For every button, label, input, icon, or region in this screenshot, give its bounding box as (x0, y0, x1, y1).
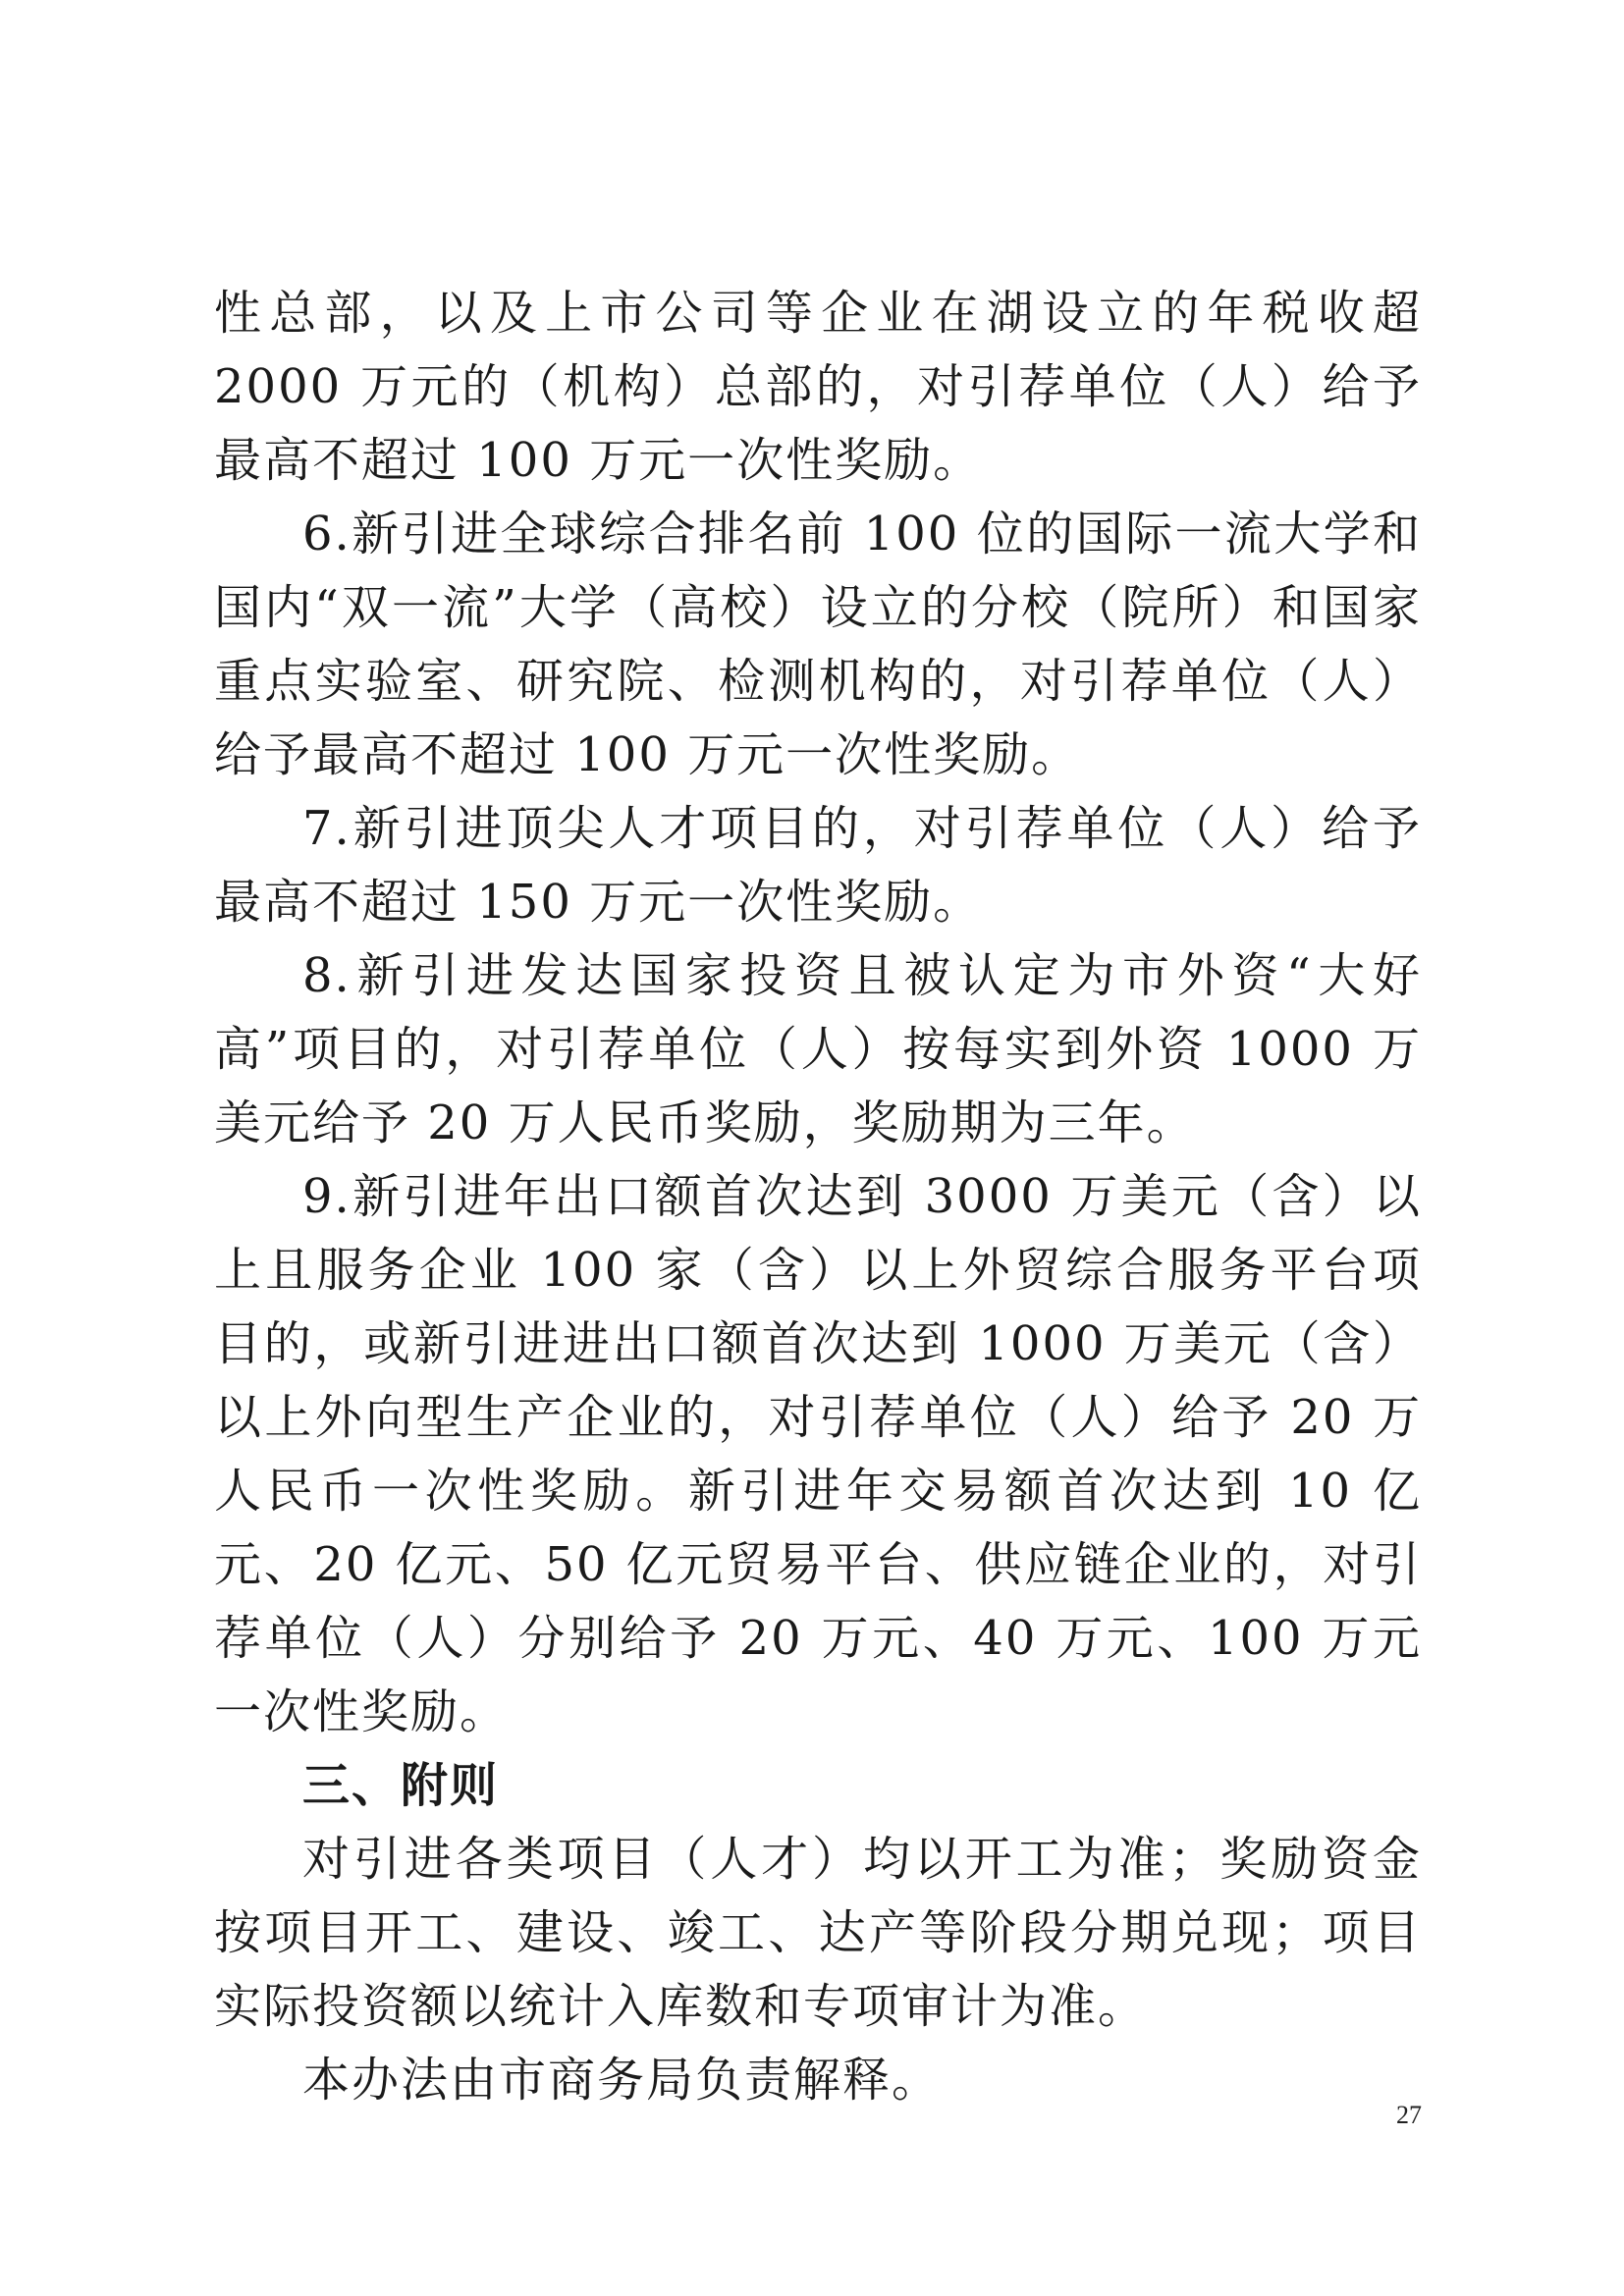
paragraph-appendix-rules: 对引进各类项目（人才）均以开工为准；奖励资金按项目开工、建设、竣工、达产等阶段分期兑现；项目实际投资额以统计入库数和专项审计为准。 (214, 1832, 1422, 2034)
paragraph-continuation: 性总部，以及上市公司等企业在湖设立的年税收超 2000 万元的（机构）总部的，对引荐单位（人）给予最高不超过 100 万元一次性奖励。 (214, 286, 1422, 488)
paragraph-item-6: 6.新引进全球综合排名前 100 位的国际一流大学和国内“双一流”大学（高校）设立的分校（院所）和国家重点实验室、研究院、检测机构的，对引荐单位（人）给予最高不超过 100 万元一次性奖励。 (214, 507, 1422, 782)
paragraph-item-8: 8.新引进发达国家投资且被认定为市外资“大好高”项目的，对引荐单位（人）按每实到外资 1000 万美元给予 20 万人民币奖励，奖励期为三年。 (214, 948, 1422, 1150)
paragraph-interpretation: 本办法由市商务局负责解释。 (302, 2053, 942, 2108)
paragraph-item-7: 7.新引进顶尖人才项目的，对引荐单位（人）给予最高不超过 150 万元一次性奖励。 (214, 801, 1422, 930)
section-heading-appendix: 三、附则 (302, 1758, 500, 1813)
body-text (214, 277, 1422, 2117)
page-number: 27 (1396, 2101, 1422, 2129)
paragraph-item-9: 9.新引进年出口额首次达到 3000 万美元（含）以上且服务企业 100 家（含）以上外贸综合服务平台项目的，或新引进进出口额首次达到 1000 万美元（含）以上外向型生产企业的，对引荐单位（人）给予 20 万人民币一次性奖励。新引进年交易额首次达到 10 亿元、20 亿元、50 亿元贸易平台、供应链企业的，对引荐单位（人）分别给予 20 万元、40 万元、100 万元一次性奖励。 (214, 1169, 1422, 1739)
